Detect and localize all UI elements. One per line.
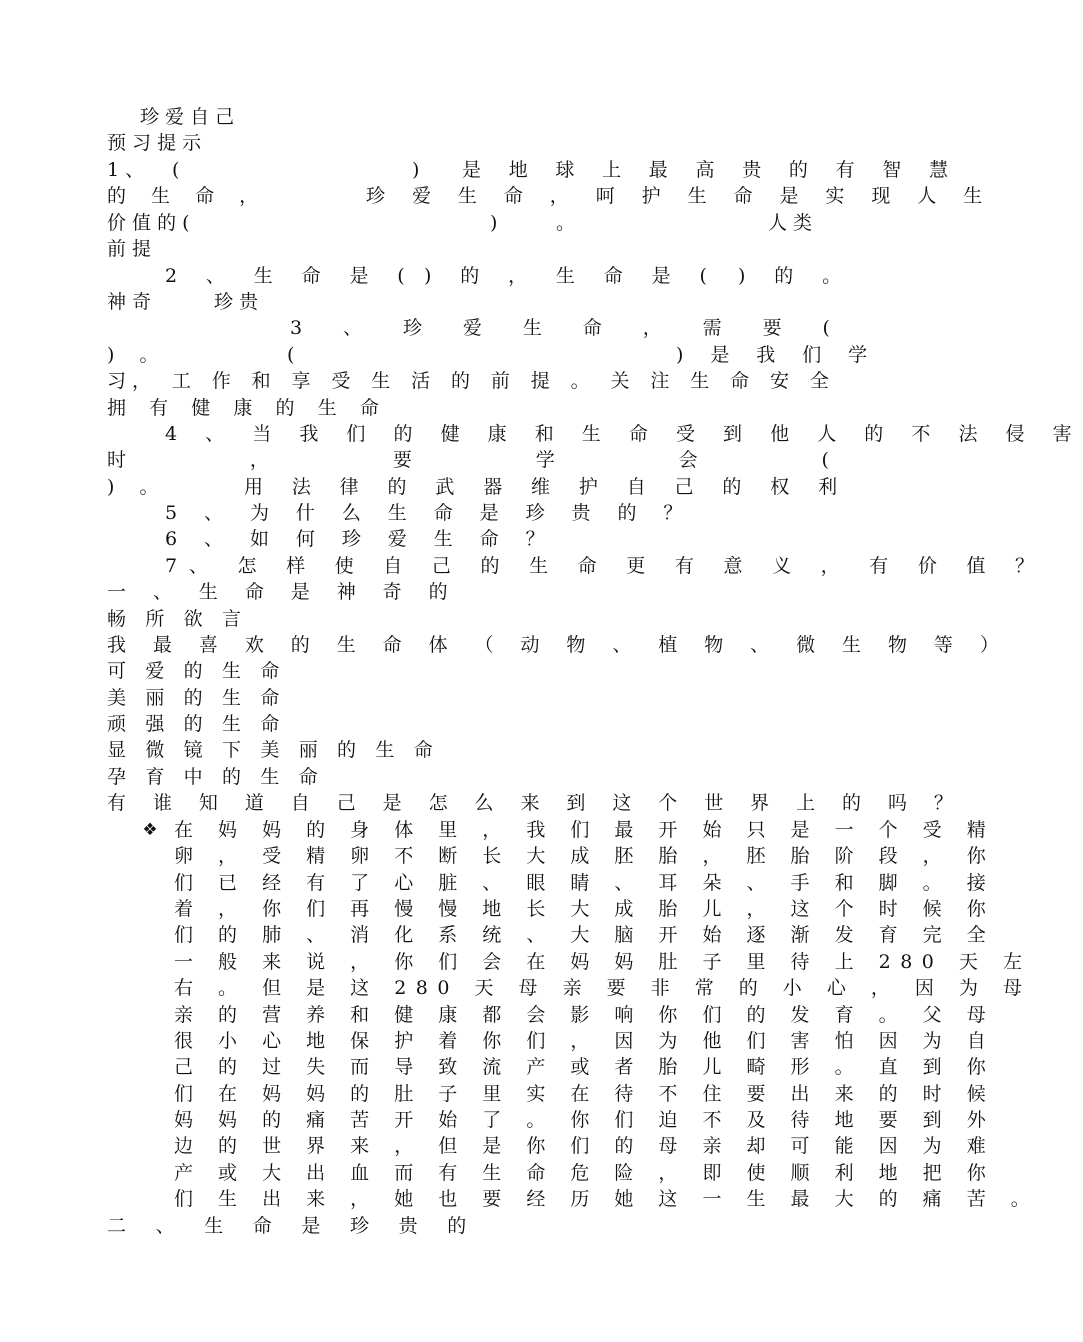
q1-text: [462, 157, 959, 183]
paragraph-line-text: 们 的 肺 、 消 化 系 统 、 大 脑 开 始 逐 渐 发 育 完 全: [174, 924, 996, 946]
preview-heading: 预 习 提 示: [107, 132, 202, 154]
q4-line2-char: (: [821, 449, 829, 471]
section1-heading: 一 、 生 命 是 神 奇 的: [107, 581, 459, 603]
paragraph-line-text: 卵 ， 受 精 卵 不 断 长 大 成 胚 胎 ， 胚 胎 阶 段 ， 你: [174, 845, 996, 867]
q4-text: 4 、 当 我 们 的 健 康 和 生 命 受 到 他 人 的 不 法 侵 害: [165, 423, 1083, 445]
q3-line2-c: ) 是 我 们 学: [676, 344, 878, 366]
section1-item: 美 丽 的 生 命: [107, 687, 287, 709]
q1-line3-a: 价 值 的 (: [107, 212, 190, 234]
paragraph-line-text: 妈 妈 的 痛 苦 开 始 了 。 你 们 迫 不 及 待 地 要 到 外: [174, 1109, 996, 1131]
q4-line2-char: ，: [249, 449, 269, 471]
q3-answer: 拥 有 健 康 的 生 命: [107, 397, 388, 419]
q3-line3-char: 关: [610, 370, 630, 392]
paragraph-line-text: 亲 的 营 养 和 健 康 都 会 影 响 你 们 的 发 育 。 父 母: [174, 1004, 996, 1026]
q3-line3-char: 习 ，: [107, 370, 152, 392]
q3-line3-char: 作: [211, 370, 231, 392]
paragraph-line-text: 们 在 妈 妈 的 肚 子 里 实 在 待 不 住 要 出 来 的 时 候: [174, 1083, 996, 1105]
q2-text-a: 2 、 生 命 是 (: [165, 265, 417, 287]
q3-line3-char: 受: [331, 370, 351, 392]
q2-text-c: ) 的 。: [738, 265, 853, 287]
q3-line3-char: 的: [451, 370, 471, 392]
q3-line3-char: 全: [809, 370, 829, 392]
q4-line2: [107, 447, 829, 473]
q4-line2-char: 时: [107, 449, 127, 471]
q1-line2-b: 珍 爱 生 命 ， 呵 护 生 命 是 实 现 人 生: [366, 185, 993, 207]
paragraph-line-text: 们 已 经 有 了 心 脏 、 眼 睛 、 耳 朵 、 手 和 脚 。 接: [174, 872, 996, 894]
q3-line3-char: 安: [770, 370, 790, 392]
paragraph-line: [174, 1002, 996, 1028]
q2-text-b: ) 的 ， 生 命 是 (: [424, 265, 719, 287]
section1-question: 有 谁 知 道 自 己 是 怎 么 来 到 这 个 世 界 上 的 吗 ？: [107, 792, 964, 814]
q3-line3-char: 工: [171, 370, 191, 392]
q3-part: 3: [290, 317, 303, 339]
q2-answer-a: 神 奇: [107, 291, 152, 313]
section1-favorite: 我 最 喜 欢 的 生 命 体 （ 动 物 、 植 物 、 微 生 物 等 ）: [107, 634, 1010, 656]
q4-line3-a: ) 。: [107, 476, 168, 498]
q3-part: 生: [522, 317, 542, 339]
q3-part: 爱: [462, 317, 482, 339]
q3-part: 要: [762, 317, 782, 339]
q3-line1: [290, 315, 830, 341]
document-title: 珍 爱 自 己: [140, 106, 235, 128]
q1-line3-d: 人 类: [768, 212, 813, 234]
q4-line3-b: 用 法 律 的 武 器 维 护 自 己 的 权 利: [244, 476, 849, 498]
paragraph-line: [174, 870, 996, 896]
q2-answer-b: 珍 贵: [214, 291, 259, 313]
q3-line3-char: 和: [251, 370, 271, 392]
paragraph-line-text: 着 ， 你 们 再 慢 慢 地 长 大 成 胎 儿 ， 这 个 时 候 你: [174, 898, 996, 920]
q3-part: 需: [702, 317, 722, 339]
paragraph-line: [174, 1133, 996, 1159]
diamond-bullet-icon: ❖: [142, 820, 158, 840]
q1-text-content: 是 地 球 上 最 高 贵 的 有 智 慧: [462, 159, 959, 181]
section1-sub: 畅 所 欲 言: [107, 608, 248, 630]
paragraph-line: [174, 1028, 996, 1054]
q1-line3-b: ): [490, 212, 498, 234]
paragraph-line: [174, 949, 1032, 975]
paragraph-line-text: 右 。 但 是 这 280 天 母 亲 要 非 常 的 小 心 ， 因 为 母: [174, 977, 1032, 999]
q1-line2-a: 的 生 命 ，: [107, 185, 268, 207]
q3-part: 、: [343, 317, 363, 339]
q3-part: ，: [642, 317, 662, 339]
paragraph-line-text: 产 或 大 出 血 而 有 生 命 危 险 ， 即 使 顺 利 地 把 你: [174, 1162, 996, 1184]
q3-line2-a: ) 。: [107, 344, 168, 366]
q3-line3-char: 活: [411, 370, 431, 392]
q3-line3: [107, 368, 829, 394]
paragraph-line-text: 们 生 出 来 ， 她 也 要 经 历 她 这 一 生 最 大 的 痛 苦 。: [174, 1188, 1040, 1210]
paragraph-line-text: 很 小 心 地 保 护 着 你 们 ， 因 为 他 们 害 怕 因 为 自: [174, 1030, 996, 1052]
q4-line2-char: 会: [678, 449, 698, 471]
q3-line3-char: 生: [690, 370, 710, 392]
q3-line3-char: 。: [570, 370, 590, 392]
q1-line3-c: 。: [556, 212, 576, 234]
q1-answer: 前 提: [107, 238, 152, 260]
paragraph-line: [174, 817, 996, 843]
section2-heading: 二 、 生 命 是 珍 贵 的: [107, 1215, 478, 1237]
q3-part: 珍: [402, 317, 422, 339]
q4-line2-char: 学: [535, 449, 555, 471]
paragraph-line: [174, 1054, 996, 1080]
q3-line3-char: 提: [530, 370, 550, 392]
paragraph-line: [174, 975, 1032, 1001]
q3-line3-char: 享: [291, 370, 311, 392]
paragraph-line-text: 己 的 过 失 而 导 致 流 产 或 者 胎 儿 畸 形 。 直 到 你: [174, 1056, 996, 1078]
paragraph-line: [174, 1107, 996, 1133]
paragraph-line: [174, 1160, 996, 1186]
paragraph-line: [174, 896, 996, 922]
q1-blank-open: (: [172, 159, 180, 181]
q3-part: 命: [582, 317, 602, 339]
paragraph-line: [174, 922, 996, 948]
paragraph-line-text: 一 般 来 说 ， 你 们 会 在 妈 妈 肚 子 里 待 上 280 天 左: [174, 951, 1032, 973]
q3-part: (: [822, 317, 830, 339]
paragraph-line-text: 边 的 世 界 来 ， 但 是 你 们 的 母 亲 却 可 能 因 为 难: [174, 1135, 996, 1157]
q3-line3-char: 前: [490, 370, 510, 392]
section1-item: 顽 强 的 生 命: [107, 713, 287, 735]
q1-number: 1 、: [107, 159, 145, 181]
q6-text: 6 、 如 何 珍 爱 生 命 ？: [165, 528, 556, 550]
q7-text: 7、 怎 样 使 自 己 的 生 命 更 有 意 义 ， 有 价 值 ？: [165, 555, 1046, 577]
q3-line3-char: 生: [371, 370, 391, 392]
section1-item: 显 微 镜 下 美 丽 的 生 命: [107, 739, 440, 761]
paragraph-line: [174, 1081, 996, 1107]
paragraph-line-text: 在 妈 妈 的 身 体 里 ， 我 们 最 开 始 只 是 一 个 受 精: [174, 819, 996, 841]
q4-line2-char: 要: [392, 449, 412, 471]
section1-item: 孕 育 中 的 生 命: [107, 766, 325, 788]
paragraph-line: [174, 1186, 1040, 1212]
q5-text: 5 、 为 什 么 生 命 是 珍 贵 的 ？: [165, 502, 693, 524]
q1-blank-close: ): [412, 159, 420, 181]
q3-line2-b: (: [287, 344, 295, 366]
paragraph-line: [174, 843, 996, 869]
q3-line3-char: 注: [650, 370, 670, 392]
q3-line3-char: 命: [730, 370, 750, 392]
section1-item: 可 爱 的 生 命: [107, 660, 287, 682]
